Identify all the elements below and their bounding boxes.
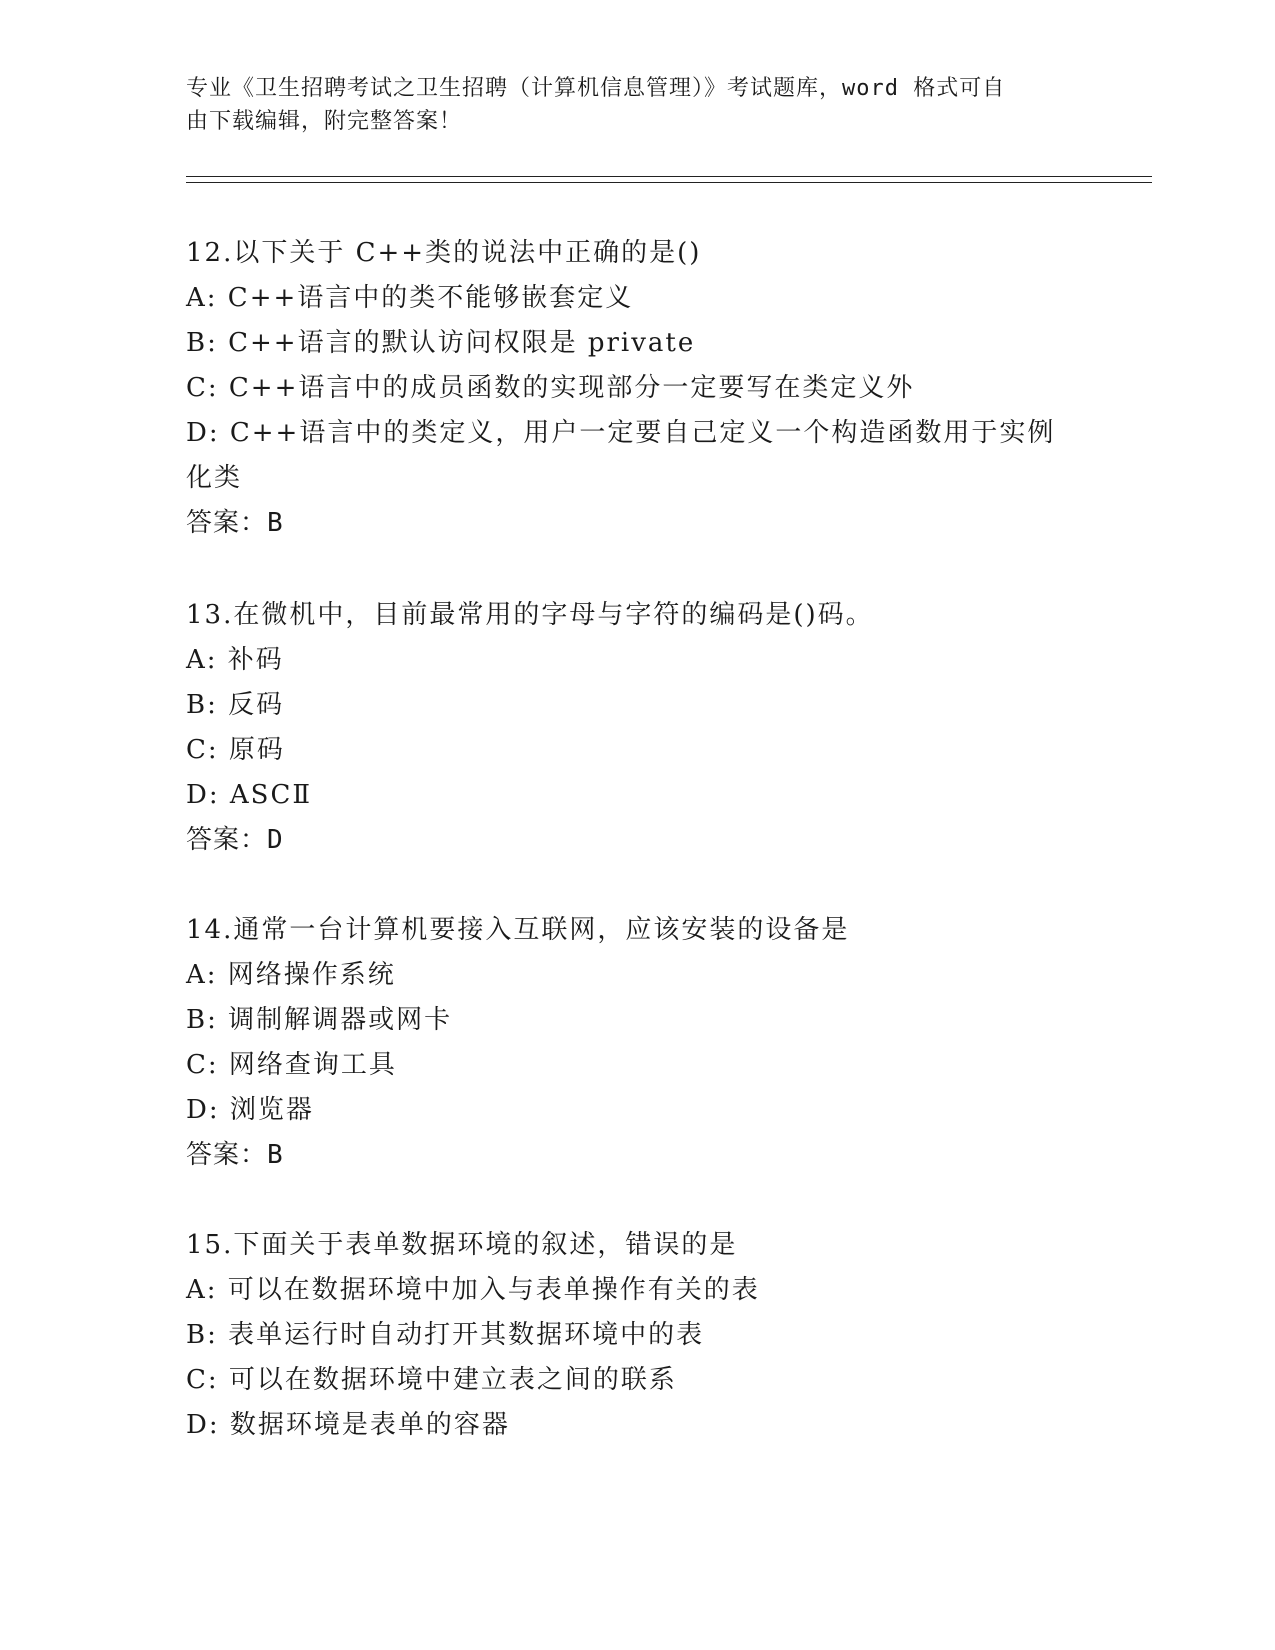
answer-line bbox=[186, 508, 1086, 553]
option-a: A: 可以在数据环境中加入与表单操作有关的表 bbox=[186, 1275, 760, 1305]
option-b: B: 表单运行时自动打开其数据环境中的表 bbox=[186, 1320, 705, 1350]
option-b: B: 反码 bbox=[186, 690, 285, 720]
answer-value: B bbox=[267, 508, 284, 538]
answer-label: 答案： bbox=[186, 825, 268, 855]
option-c: C: 网络查询工具 bbox=[186, 1050, 397, 1080]
answer-line bbox=[186, 1140, 1086, 1185]
answer-label: 答案： bbox=[186, 1140, 268, 1170]
header-divider-bottom bbox=[186, 182, 1152, 183]
answer-value: D bbox=[267, 825, 284, 855]
option-c: C: C++语言中的成员函数的实现部分一定要写在类定义外 bbox=[186, 373, 915, 403]
question-15 bbox=[186, 1230, 1086, 1455]
option-d: D: 数据环境是表单的容器 bbox=[186, 1410, 510, 1440]
option-a: A: C++语言中的类不能够嵌套定义 bbox=[186, 283, 634, 313]
question-14 bbox=[186, 915, 1086, 1185]
option-d: D: 浏览器 bbox=[186, 1095, 314, 1125]
header-line-2: 由下载编辑，附完整答案！ bbox=[186, 109, 463, 134]
question-12 bbox=[186, 238, 1086, 553]
question-stem: 13.在微机中，目前最常用的字母与字符的编码是()码。 bbox=[186, 600, 874, 630]
option-d: D: C++语言中的类定义，用户一定要自己定义一个构造函数用于实例化类 bbox=[186, 418, 1056, 493]
header-divider-top bbox=[186, 176, 1152, 177]
option-c: C: 可以在数据环境中建立表之间的联系 bbox=[186, 1365, 677, 1395]
option-b: B: 调制解调器或网卡 bbox=[186, 1005, 453, 1035]
option-b: B: C++语言的默认访问权限是 private bbox=[186, 328, 696, 358]
answer-label: 答案： bbox=[186, 508, 268, 538]
document-header-note bbox=[186, 72, 1066, 138]
option-a: A: 网络操作系统 bbox=[186, 960, 396, 990]
option-c: C: 原码 bbox=[186, 735, 285, 765]
answer-line bbox=[186, 825, 1086, 870]
question-stem: 14.通常一台计算机要接入互联网，应该安装的设备是 bbox=[186, 915, 850, 945]
question-stem: 12.以下关于 C++类的说法中正确的是() bbox=[186, 238, 702, 268]
option-d: D: ASCⅡ bbox=[186, 780, 313, 810]
question-stem: 15.下面关于表单数据环境的叙述，错误的是 bbox=[186, 1230, 738, 1260]
option-a: A: 补码 bbox=[186, 645, 284, 675]
header-line-1: 专业《卫生招聘考试之卫生招聘（计算机信息管理）》考试题库，word 格式可自 bbox=[186, 76, 1006, 101]
answer-value: B bbox=[267, 1140, 284, 1170]
question-13 bbox=[186, 600, 1086, 870]
